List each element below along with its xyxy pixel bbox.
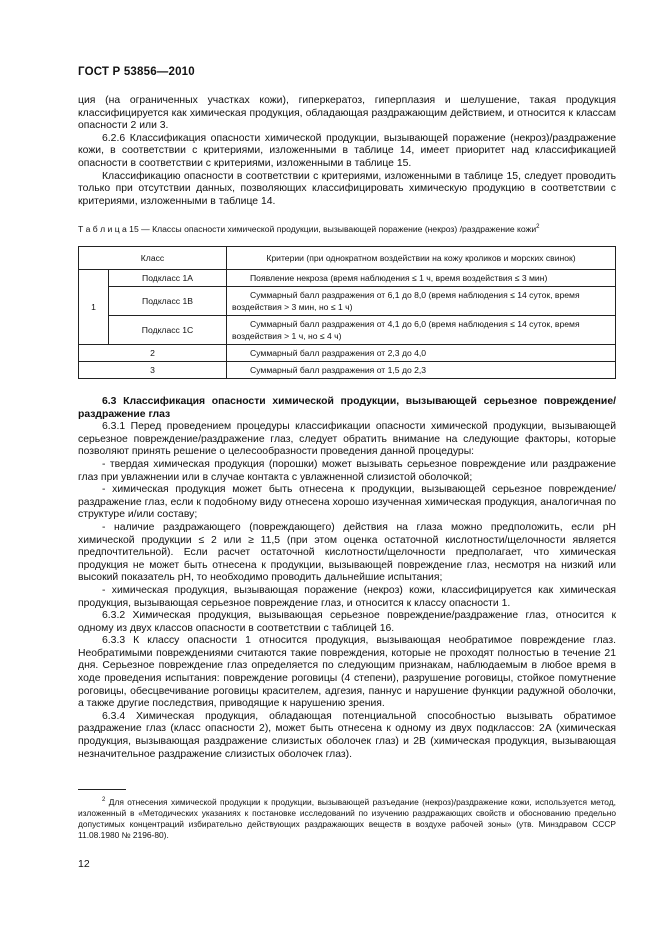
subclass-cell: Подкласс 1С [109, 316, 227, 345]
paragraph: 6.3.1 Перед проведением процедуры классификации опасности химической продукции, вызывающей серьезное повреждение/раздражение глаз, следует обратить внимание на следующие факторы, которые позволяют принять решение о целесообразности проведения данной процедуры: [78, 421, 616, 458]
document-header: ГОСТ Р 53856—2010 [78, 66, 195, 78]
footnote-mark: 2 [102, 797, 106, 803]
footnote [78, 795, 616, 842]
footnote-divider [78, 789, 126, 790]
header-class: Класс [79, 247, 227, 270]
paragraph: ция (на ограниченных участках кожи), гиперкератоз, гиперплазия и шелушение, такая продукция классифицируется как химическая продукция, обладающая раздражающим действием, и относится к классам опасности 2 или 3. [78, 95, 616, 132]
class-cell: 3 [79, 362, 227, 379]
paragraph: - наличие раздражающего (повреждающего) действия на глаза можно предположить, если рН химической продукции ≤ 2 или ≥ 11,5 (при этом оценка остаточной кислотности/щелочности является предпочтительной). Если расчет остаточной кислотности/щелочности предполагает, что химическая продукция не может быть отнесена к продукции, вызывающей повреждение глаз, несмотря на низкий или высокий показатель рН, то необходимо проводить дальнейшие испытания; [78, 521, 616, 584]
table-row [79, 270, 616, 287]
paragraph: - химическая продукция может быть отнесена к продукции, вызывающей серьезное повреждение/раздражение глаз, если к подобному виду отнесена хорошо изученная химическая продукция, аналогичная по структуре и/или составу; [78, 484, 616, 521]
footnote-text: Для отнесения химической продукции к продукции, вызывающей разъедание (некроз)/раздражение кожи, используется метод, изложенный в «Методических указаниях к постановке исследований по изучению раздражающих свойств и обоснованию предельно допустимых концентраций избирательно действующих раздражающих веществ в воздухе рабочей зоны» (утв. Минздравом СССР 11.08.1980 № 2196-80). [78, 796, 616, 841]
page-number: 12 [78, 858, 90, 870]
header-criteria: Критерии (при однократном воздействии на кожу кроликов и морских свинок) [227, 247, 616, 270]
paragraph: - химическая продукция, вызывающая поражение (некроз) кожи, классифицируется как химическая продукция, вызывающая серьезное повреждение глаз, и относится к классу опасности 1. [78, 584, 616, 609]
criteria-cell: Суммарный балл раздражения от 2,3 до 4,0 [227, 345, 616, 362]
paragraph: 6.2.6 Классификация опасности химической продукции, вызывающей поражение (некроз)/раздражение кожи, в соответствии с критериями, изложенными в таблице 14, имеет приоритет над классификацией опасности в соответствии с критериями, изложенными в таблице 15. [78, 132, 616, 169]
footnote-ref: 2 [536, 224, 540, 231]
section-heading: 6.3 Классификация опасности химической продукции, вызывающей серьезное повреждение/раздражение глаз [78, 396, 616, 420]
criteria-cell: Появление некроза (время наблюдения ≤ 1 ч, время воздействия ≤ 3 мин) [227, 270, 616, 287]
paragraph: 6.3.4 Химическая продукция, обладающая потенциальной способностью вызывать обратимое раздражение глаз (класс опасности 2), может быть отнесена к одному из двух подклассов: 2А (химическая продукция, вызывающая раздражение слизистых оболочек глаз) и 2В (химическая продукция, вызывающая незначительное раздражение слизистых оболочек глаз). [78, 710, 616, 760]
table-row [79, 287, 616, 316]
criteria-cell: Суммарный балл раздражения от 4,1 до 6,0 (время наблюдения ≤ 14 суток, время воздействия > 1 ч, но ≤ 4 ч) [227, 316, 616, 345]
subclass-cell: Подкласс 1В [109, 287, 227, 316]
paragraph: Классификацию опасности в соответствии с критериями, изложенными в таблице 15, следует проводить только при отсутствии данных, позволяющих классифицировать химическую продукцию в соответствии с критериями, изложенными в таблице 14. [78, 170, 616, 207]
criteria-cell: Суммарный балл раздражения от 1,5 до 2,3 [227, 362, 616, 379]
paragraph: 6.3.2 Химическая продукция, вызывающая серьезное повреждение/раздражение глаз, относится к одному из двух классов опасности в соответствии с таблицей 16. [78, 610, 616, 634]
hazard-class-table [78, 246, 616, 379]
class-cell: 2 [79, 345, 227, 362]
section-6-3 [78, 396, 616, 761]
table-row [79, 362, 616, 379]
table-header-row [79, 247, 616, 270]
table-row [79, 316, 616, 345]
subclass-cell: Подкласс 1А [109, 270, 227, 287]
table-row [79, 345, 616, 362]
intro-text [78, 95, 616, 208]
paragraph: 6.3.3 К классу опасности 1 относится продукция, вызывающая необратимое повреждение глаз. Необратимыми повреждениями считаются такие повреждения, которые не проходят полностью в течение 21 дня. Серьезное повреждение глаз определяется по следующим признакам, наблюдаемым в любое время в ходе проведения испытания: повреждение роговицы (4 степени), разрушение роговицы, стойкое помутнение роговицы, обесцвечивание роговицы красителем, адгезия, паннус и нарушение функции радужной оболочки, а также другие последствия, приводящие к нарушению зрения. [78, 635, 616, 710]
class-1-cell: 1 [79, 270, 109, 345]
paragraph: - твердая химическая продукция (порошки) может вызывать серьезное повреждение или раздражение глаз при увлажнении или в случае контакта с увлажненной слизистой оболочкой; [78, 458, 616, 483]
criteria-cell: Суммарный балл раздражения от 6,1 до 8,0 (время наблюдения ≤ 14 суток, время воздействия > 3 мин, но ≤ 1 ч) [227, 287, 616, 316]
table-caption: Т а б л и ц а 15 — Классы опасности химической продукции, вызывающей поражение (некроз) /раздражение кожи$^2$ [78, 224, 540, 234]
